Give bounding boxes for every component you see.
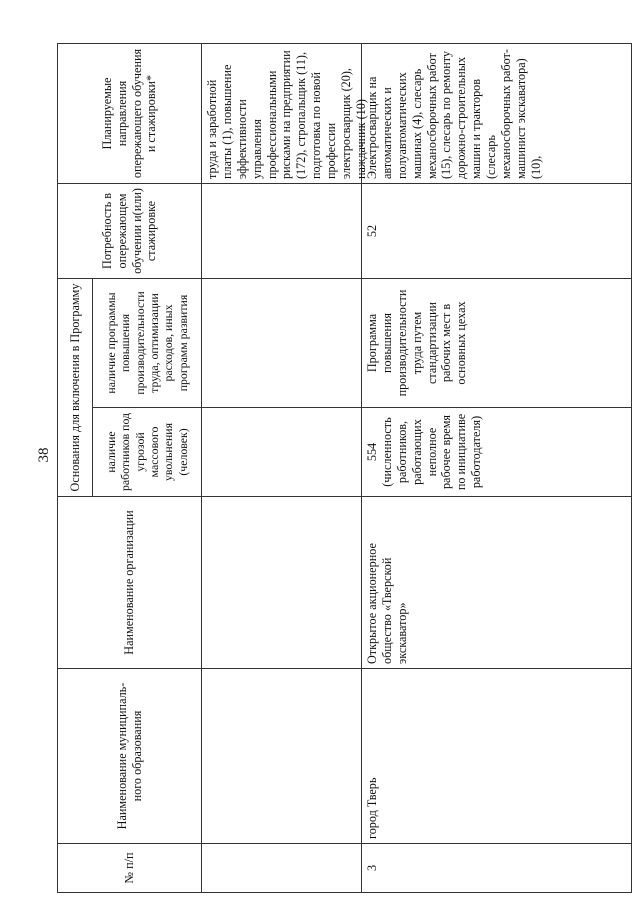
row3-num: 3 bbox=[362, 843, 632, 893]
header-grounds-workers: наличие работников под угрозой массового увольнения (человек) bbox=[93, 407, 202, 496]
table-container bbox=[57, 43, 632, 893]
cont-need bbox=[202, 183, 362, 278]
row3-organization: Открытое акционерное общество «Тверской экскаватор» bbox=[362, 496, 632, 668]
header-organization: Наименование организации bbox=[57, 496, 202, 668]
header-grounds: Основания для включения в Программу bbox=[57, 278, 93, 496]
cont-organization bbox=[202, 496, 362, 668]
cont-num bbox=[202, 843, 362, 893]
row3-directions: Электросварщик на автоматических и полуавтоматических машинах (4), слесарь механосборочных работ (15), слесарь по ремонту дорожно-строительных машин и тракторов (слесарь механосборочных работ-машинист экскаватора) (10), bbox=[362, 43, 632, 183]
row3-grounds-program: Программа повышения производительности труда путем стандартизации рабочих мест в основных цехах bbox=[362, 278, 632, 407]
header-num: № п/п bbox=[57, 843, 202, 893]
row3-need: 52 bbox=[362, 183, 632, 278]
header-directions: Планируемые направления опережающего обучения и стажировки* bbox=[57, 43, 202, 183]
header-need: Потребность в опережающем обучении и(или) стажировке bbox=[57, 183, 202, 278]
cont-municipality bbox=[202, 668, 362, 843]
cont-grounds-workers bbox=[202, 407, 362, 496]
cont-grounds-program bbox=[202, 278, 362, 407]
training-program-table bbox=[57, 43, 632, 893]
cont-directions: труда и заработной платы (1), повышение эффективности управления профессиональными рисками на предприятии (172), стропальщик (11), подготовка по новой профессии электросварщик (20), наждачник (10) bbox=[202, 43, 362, 183]
row3-municipality: город Тверь bbox=[362, 668, 632, 843]
row3-grounds-workers: 554 (численность работников, работающих неполное рабочее время по инициативе работодателя) bbox=[362, 407, 632, 496]
header-municipality: Наименование муниципаль-ного образования bbox=[57, 668, 202, 843]
page-number: 38 bbox=[36, 447, 52, 463]
header-grounds-program: наличие программы повышения производительности труда, оптимизации расходов, иных программ развития bbox=[93, 278, 202, 407]
